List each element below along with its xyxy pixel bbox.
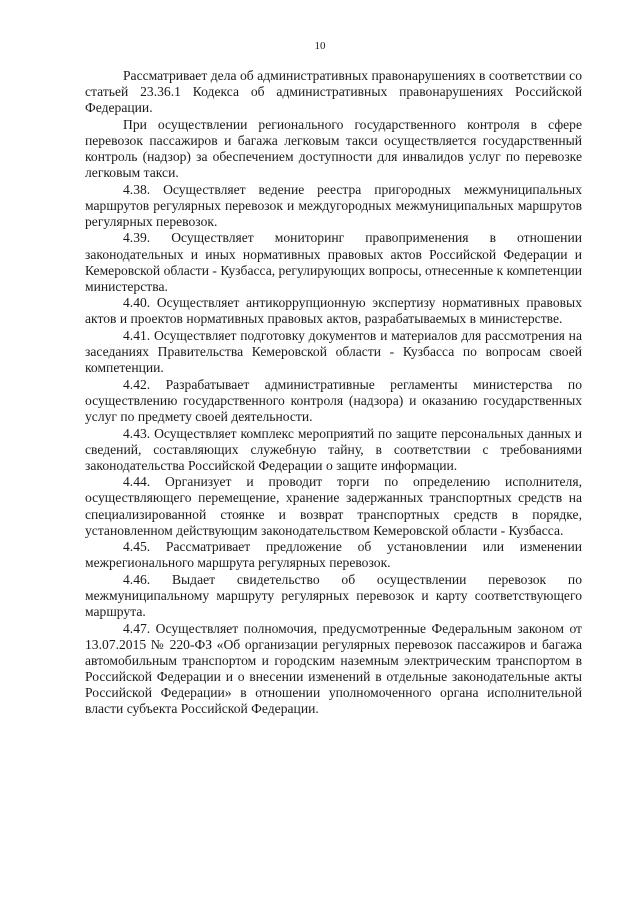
- paragraph-4-47: 4.47. Осуществляет полномочия, предусмотренные Федеральным законом от 13.07.2015 № 220-ФЗ «Об организации регулярных перевозок пассажиров и багажа автомобильным транспортом и городским наземным электрическим транспортом в Российской Федерации и о внесении изменений в отдельные законодательные акты Российской Федерации» в отношении уполномоченного органа исполнительной власти субъекта Российской Федерации.: [85, 620, 582, 717]
- paragraph-4-40: 4.40. Осуществляет антикоррупционную экспертизу нормативных правовых актов и проектов нормативных правовых актов, разрабатываемых в министерстве.: [85, 295, 582, 327]
- paragraph-administrative-offences: Рассматривает дела об административных правонарушениях в соответствии со статьей 23.36.1 Кодекса об административных правонарушениях Российской Федерации.: [85, 68, 582, 116]
- paragraph-4-38: 4.38. Осуществляет ведение реестра пригородных межмуниципальных маршрутов регулярных перевозок и междугородных межмуниципальных маршрутов регулярных перевозок.: [85, 181, 582, 229]
- paragraph-4-41: 4.41. Осуществляет подготовку документов и материалов для рассмотрения на заседаниях Правительства Кемеровской области - Кузбасса по вопросам своей компетенции.: [85, 328, 582, 376]
- paragraph-4-39: 4.39. Осуществляет мониторинг правоприменения в отношении законодательных и иных нормативных правовых актов Российской Федерации и Кемеровской области - Кузбасса, регулирующих вопросы, отнесенные к компетенции министерства.: [85, 230, 583, 294]
- paragraph-4-43: 4.43. Осуществляет комплекс мероприятий по защите персональных данных и сведений, составляющих служебную тайну, в соответствии с требованиями законодательства Российской Федерации о защите информации.: [85, 425, 582, 473]
- paragraph-taxi-accessibility-control: При осуществлении регионального государственного контроля в сфере перевозок пассажиров и багажа легковым такси осуществляется государственный контроль (надзор) за обеспечением доступности для инвалидов услуг по перевозке легковым такси.: [85, 116, 582, 181]
- paragraph-4-45: 4.45. Рассматривает предложение об установлении или изменении межрегионального маршрута регулярных перевозок.: [85, 539, 582, 571]
- paragraph-4-42: 4.42. Разрабатывает административные регламенты министерства по осуществлению государственного контроля (надзора) и оказанию государственных услуг по предмету своей деятельности.: [85, 376, 582, 424]
- page-number: 10: [314, 40, 326, 52]
- paragraph-4-44: 4.44. Организует и проводит торги по определению исполнителя, осуществляющего перемещение, хранение задержанных транспортных средств на специализированной стоянке и возврат транспортных средств в порядке, установленном действующим законодательством Кемеровской области - Кузбасса.: [85, 474, 582, 538]
- document-body: [85, 68, 582, 718]
- paragraph-4-46: 4.46. Выдает свидетельство об осуществлении перевозок по межмуниципальному маршруту регулярных перевозок и карту соответствующего маршрута.: [85, 571, 582, 620]
